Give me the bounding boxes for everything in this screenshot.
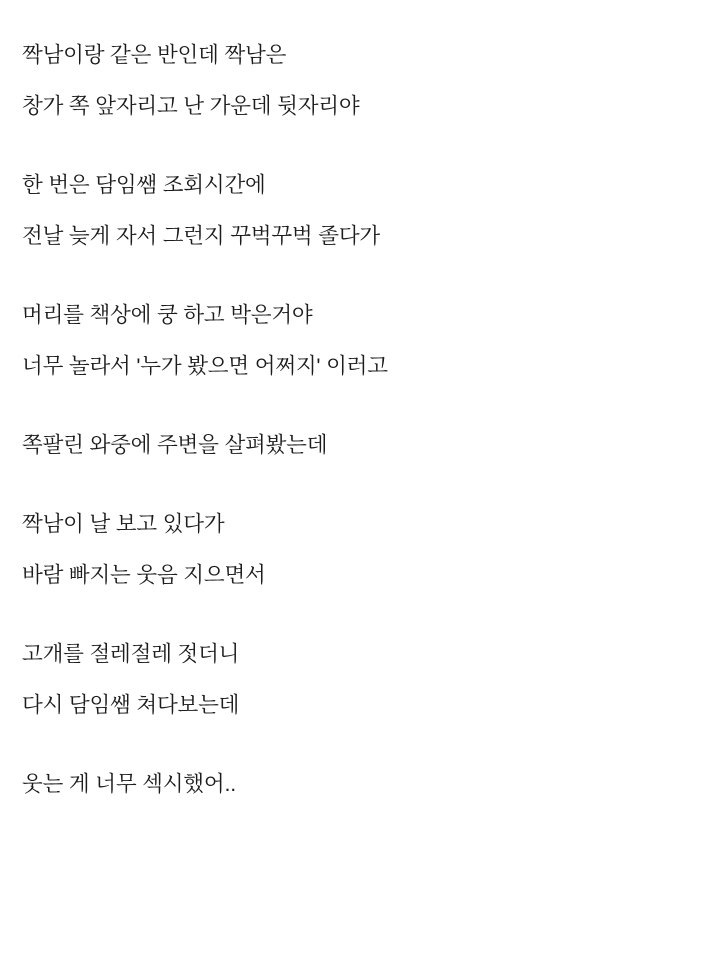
text-line: 창가 쪽 앞자리고 난 가운데 뒷자리야 [22, 94, 360, 118]
text-line: 너무 놀라서 '누가 봤으면 어쩌지' 이러고 [22, 354, 388, 378]
text-line: 고개를 절레절레 젓더니 [22, 642, 240, 666]
paragraph [22, 499, 706, 601]
text-line: 짝남이랑 같은 반인데 짝남은 [22, 43, 287, 67]
text-line: 다시 담임쌤 쳐다보는데 [22, 693, 240, 717]
text-line: 쪽팔린 와중에 주변을 살펴봤는데 [22, 433, 328, 457]
text-line: 전날 늦게 자서 그런지 꾸벅꾸벅 졸다가 [22, 224, 380, 248]
text-line: 한 번은 담임쌤 조회시간에 [22, 173, 266, 197]
paragraph [22, 30, 706, 132]
paragraph [22, 629, 706, 731]
story-text-body [22, 30, 706, 810]
text-line: 머리를 책상에 쿵 하고 박은거야 [22, 303, 313, 327]
text-line: 짝남이 날 보고 있다가 [22, 512, 225, 536]
paragraph [22, 160, 706, 262]
paragraph [22, 290, 706, 392]
paragraph [22, 420, 706, 471]
text-line: 바람 빠지는 웃음 지으면서 [22, 563, 266, 587]
text-line: 웃는 게 너무 섹시했어.. [22, 772, 236, 796]
paragraph [22, 759, 706, 810]
